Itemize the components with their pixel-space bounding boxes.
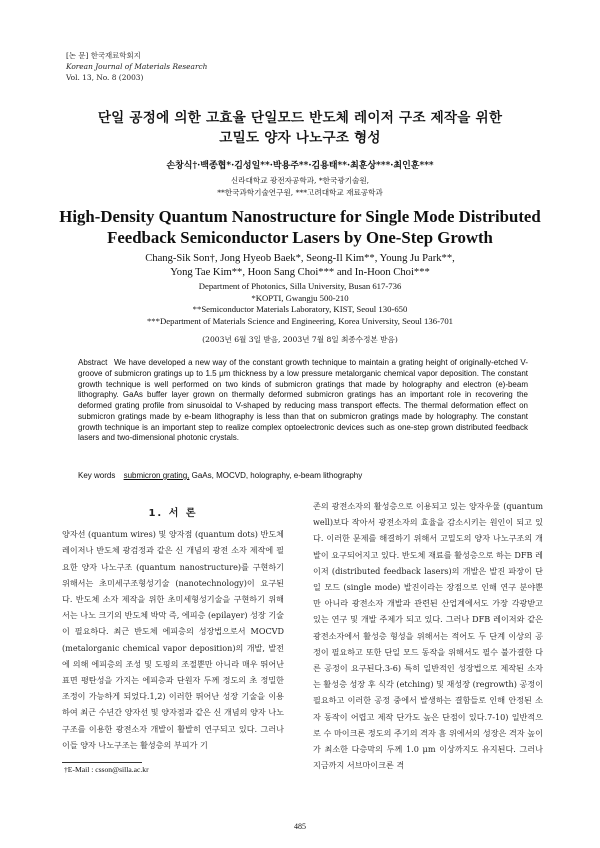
keyword-first: submicron grating, — [123, 471, 190, 480]
english-affiliation-line-2: *KOPTI, Gwangju 500-210 — [251, 292, 349, 303]
body-text-right: 존의 광전소자의 활성층으로 이용되고 있는 양자우물 (quantum well)보다 작아서 광전소자의 효율을 감소시키는 원인이 되고 있다. 이러한 문제를 해결하기 위해서 고밀도의 양자 나노구조의 개발이 요구되어지고 있다. 반도체 재료를 활성층으로 하는 DFB 레이저 (distributed feedback lasers)의 개발은 발진 파장이 단일 모드 (single mode) 발진이라는 장점으로 인해 연구 분야뿐만 아니라 광전소자 개발과 관련된 산업계에서도 가장 각광받고 있는 연구 및 개발 주제가 되고 있다. 그러나 DFB 레이저와 같은 광전소자에서 활성층 형성을 위해서는 적어도 두 단계 이상의 공정이 필요하고 또한 단일 모드 동작을 위해서도 필수 불가결한 다른 공정이 요구된다.3-6) 특히 일반적인 성장법으로 제작된 소자는 활성층 성장 후 식각 (etching) 및 재성장 (regrowth) 공정이 필요하고 이러한 공정 중에서 발생하는 결함들로 인해 안정된 소자 동작이 어렵고 제작 단가도 높은 단점이 있다.7-10) 일반적으로 수 마이크론 정도의 주기의 격자 흠 위에서의 성장은 격자 높이가 최소한 다층막의 두께 1.0 μm 이상까지도 유지된다. 그러나 지금까지 서브마이크론 격 — [313, 501, 543, 771]
keywords — [78, 471, 528, 480]
english-affiliations — [40, 281, 560, 327]
korean-title-line-1: 단일 공정에 의한 고효율 단일모드 반도체 레이저 구조 제작을 위한 — [97, 110, 503, 126]
journal-name-en: Korean Journal of Materials Research — [66, 62, 208, 71]
body-column-left — [62, 500, 284, 753]
korean-title — [40, 108, 560, 148]
body-text-left: 양자선 (quantum wires) 및 양자점 (quantum dots) 반도체 레이저나 반도체 광검정과 같은 신 개념의 광전 소자 제작에 필요한 양자 나노구조 (quantum nanostructure)를 구현하기 위해서는 초미세구조형성기술 (nanotechnology)이 요구된다. 반도체 소자 제작을 위한 초미세형성기술을 구현하기 위해서는 나노 크기의 반도체 박막 즉, 에피층 (epilayer) 성장 기술이 필요하다. 최근 반도체 에피층의 성장법으로서 MOCVD (metalorganic chemical vapor deposition)의 개발, 발전에 의해 에피층의 조성 및 도핑의 조절뿐만 아니라 매우 뛰어난 표면 평탄성을 가지는 에피층과 단원자 두께 정도의 초 정밀한 조정이 가능하게 되었다.1,2) 이러한 뛰어난 성장 기술을 이용하여 최근 수년간 양자선 및 양자점과 같은 신 개념의 양자 나노구조를 이용한 광전소자 개발이 활발히 연구되고 있다. 그러나 이들 양자 나노구조는 활성층의 부피가 기 — [62, 529, 284, 750]
english-affiliation-line-4: ***Department of Materials Science and Engineering, Korea University, Seoul 136-701 — [146, 315, 454, 326]
journal-volume: Vol. 13, No. 8 (2003) — [66, 73, 144, 82]
english-title-line-2: Feedback Semiconductor Lasers by One-Step Growth — [107, 228, 493, 247]
english-affiliation-line-3: **Semiconductor Materials Laboratory, KIST, Seoul 130-650 — [192, 304, 408, 314]
korean-affiliation-line-1: 신라대학교 광전자공학과, *한국광기술원, — [230, 176, 370, 185]
received-dates: (2003년 6월 3일 받음, 2003년 7월 8일 최종수정본 받음) — [202, 335, 398, 344]
keywords-rest: GaAs, MOCVD, holography, e-beam lithography — [189, 471, 363, 480]
abstract — [78, 358, 528, 444]
page-number: 485 — [294, 822, 306, 831]
english-authors — [40, 252, 560, 279]
english-authors-line-2: Yong Tae Kim**, Hoon Sang Choi*** and In-Hoon Choi*** — [170, 266, 430, 278]
journal-name-ko: [논 문] 한국재료학회지 — [66, 51, 141, 60]
footnote-email: †E-Mail : csson@silla.ac.kr — [64, 765, 149, 774]
body-column-right — [313, 498, 543, 773]
footnote-divider — [62, 762, 142, 763]
keywords-label: Key words — [78, 471, 116, 480]
korean-affiliation-line-2: **한국과학기술연구원, ***고려대학교 재료공학과 — [217, 188, 383, 197]
english-title — [30, 206, 570, 248]
korean-authors: 손창식†·백종협*·김성일**·박용주**·김용태**·최훈상***·최인훈*** — [166, 161, 434, 171]
english-title-line-1: High-Density Quantum Nanostructure for Single Mode Distributed — [59, 207, 541, 226]
journal-header — [66, 50, 207, 83]
english-affiliation-line-1: Department of Photonics, Silla University, Busan 617-736 — [198, 281, 402, 291]
korean-affiliations — [40, 175, 560, 199]
abstract-text: We have developed a new way of the constant growth technique to maintain a grating height of originally-etched V-groove of submicron gratings up to 1.5 μm thickness by a low pressure metalorganic chemical vapor deposition. The constant growth technique is well performed on two kinds of submicron gratings that made by holography and electron (e)-beam lithography. GaAs buffer layer grown on thermally deformed submicron gratings has an important role in recovering the deformed grating profile from sinusoidal to V-shaped by reducing mass transport effects. The thermal deformation effect on submicron gratings made by e-beam lithography is less than that on submicron gratings made by holography. The constant growth technique is an important step to realize complex optoelectronic devices such as one-step grown distributed feedback lasers and two-dimensional photonic crystals. — [78, 358, 528, 443]
abstract-label: Abstract — [78, 358, 108, 367]
section-heading-introduction: 1. 서 론 — [148, 508, 198, 519]
korean-title-line-2: 고밀도 양자 나노구조 형성 — [219, 130, 381, 146]
english-authors-line-1: Chang-Sik Son†, Jong Hyeob Baek*, Seong-Il Kim**, Young Ju Park**, — [145, 253, 455, 264]
